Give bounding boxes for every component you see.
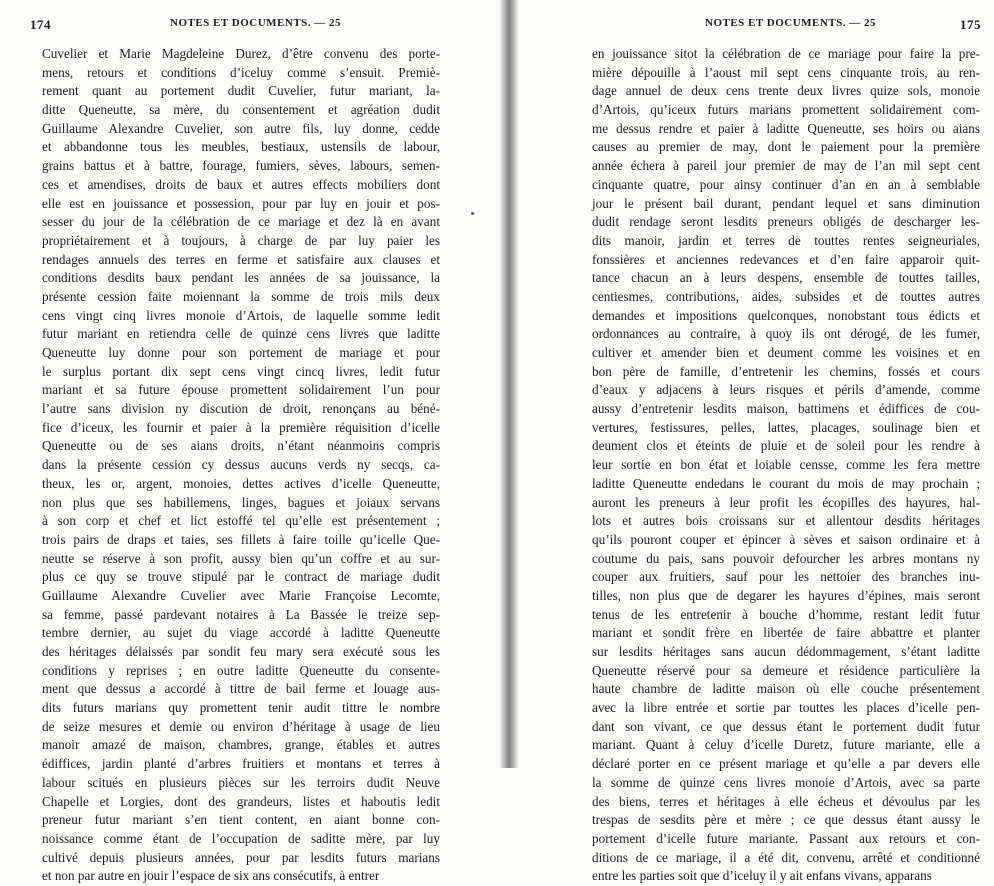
text-line: ditions de ce mariage, il a été dit, convenu, arrêté et conditionné <box>592 849 980 865</box>
text-line: manoir amazé de maison, chambres, grange, étables et autres <box>42 737 440 753</box>
right-running-head: NOTES ET DOCUMENTS. — 25 <box>705 17 877 29</box>
text-line: d’Artois, qu’iceux futurs marians promettent solidairement com- <box>592 102 980 118</box>
text-line: des héritages délaissés par sondit feu mary sera exécuté sous les <box>42 644 440 659</box>
text-line: ces et amendises, droits de baux et autres effects mobiliers dont <box>42 176 440 192</box>
text-line: plus ce quy se trouve stipulé par le contract de mariage dudit <box>42 569 440 585</box>
text-line: elle est en jouissance et possession, pour par luy en jouir et pos- <box>42 195 440 211</box>
text-line: mariant. Quant à celuy d’icelle Duretz, future mariante, elle a <box>592 737 980 753</box>
text-line: dits futurs marians quy promettent tenir audit tittre le nombre <box>42 700 440 716</box>
text-line: haute chambre de laditte maison où elle couche présentement <box>592 681 980 697</box>
text-line: causes au premier de may, dont le paiement pour la première <box>592 139 980 155</box>
text-line: fonssières et anciennes redevances et d’en faire apparoir quit- <box>592 251 980 267</box>
text-line: conditions desdits baux pendant les années de sa jouissance, la <box>42 270 440 286</box>
left-page-number: 174 <box>30 17 51 32</box>
text-line: la somme de quinze cens livres monoie d’Artois, avec sa parte <box>592 774 980 790</box>
text-line: tembre dernier, au sujet du viage accordé à laditte Queneutte <box>42 625 440 641</box>
text-line: coutume du pais, sans pouvoir defourcher les arbres montans ny <box>592 550 980 566</box>
text-line: Queneutte ou de ses aians droits, n’étant néanmoins compris <box>42 438 440 454</box>
text-line: Guillaume Alexandre Cuvelier, son autre fils, luy donne, cedde <box>42 120 440 136</box>
text-line: Guillaume Alexandre Cuvelier avec Marie Françoise Lecomte, <box>42 587 440 603</box>
text-line: édiffices, jardin planté d’arbres fruitiers et montans et terres à <box>42 756 440 772</box>
text-line: me dessus rendre et paier à laditte Queneutte, ses hoirs ou aians <box>592 120 980 136</box>
right-page-number: 175 <box>960 17 981 32</box>
text-line: auront les preneurs à leur profit les écopilles des hayures, hal- <box>592 494 980 510</box>
text-line: bon père de famille, d’entretenir les chemins, fossés et cours <box>592 363 980 379</box>
text-line: mière dépouille à l’aoust mil sept cens cinquante trois, au ren- <box>592 64 980 80</box>
text-line: non plus que ses habillemens, linges, bagues et joiaux servans <box>42 494 440 510</box>
text-line: et non par autre en jouir l’espace de six ans consécutifs, à entrer <box>42 868 380 884</box>
text-line: portement d’icelle future mariante. Passant aux retours et con- <box>592 830 980 846</box>
text-line: d’eaux y adjacens à leurs risques et périls d’amende, comme <box>592 382 980 398</box>
text-line: lots et autres bois croissans sur et allentour desdits héritages <box>592 513 980 529</box>
text-line: dudit rendage seront lesdits preneurs obligés de descharger les- <box>592 214 980 230</box>
text-line: mens, retours et conditions d’iceluy comme s’ensuit. Premiè- <box>42 64 440 80</box>
text-line: fice d’iceux, les fournir et paier à la première réquisition d’icelle <box>42 419 440 435</box>
text-line: le surplus portant dix sept cens vingt cincq livres, ledit futur <box>42 363 440 379</box>
text-line: déclaré porter en ce présent mariage et qu’elle a par devers elle <box>592 756 980 772</box>
text-line: dage annuel de deux cens trente deux livres quize sols, monoie <box>592 83 980 99</box>
text-line: rendages annuels des terres en ferme et satisfaire aux clauses et <box>42 251 440 267</box>
text-line: mariant et sa future épouse promettent solidairement l’un pour <box>42 382 440 398</box>
text-line: tance chacun an à leurs despens, ensemble de touttes tailles, <box>592 270 980 286</box>
text-line: preneur futur mariant s’en tient content, en aiant bonne con- <box>42 812 440 828</box>
text-line: l’autre sans division ny discution de droit, renonçans au béné- <box>42 401 440 417</box>
text-line: sur lesdits héritages sans aucun dédommagement, s’étant laditte <box>592 644 980 659</box>
text-line: laditte Queneutte endedans le courant du mois de may prochain ; <box>592 475 980 491</box>
text-line: neutte se réserve à son profit, aussy bien qu’un coffre et au sur- <box>42 550 440 566</box>
text-line: Cuvelier et Marie Magdeleine Durez, d’être convenu des porte- <box>42 46 440 61</box>
text-line: en jouissance sitot la célébration de ce mariage pour faire la pre- <box>592 46 980 61</box>
text-line: entre les parties soit que d’iceluy il y ait enfans vivans, apparans <box>592 868 932 884</box>
left-running-head: NOTES ET DOCUMENTS. — 25 <box>170 17 342 29</box>
text-line: de seize mesures et demie ou environ d’héritage à usage de lieu <box>42 718 440 734</box>
text-line: trespas de sesdits père et mère ; ce que dessus étant aussy le <box>592 812 980 828</box>
text-line: jour le présent bail durant, pendant lequel et sans diminution <box>592 195 980 211</box>
text-line: cultivé depuis plusieurs années, pour par lesdits futurs marians <box>42 849 440 865</box>
text-line: cens vingt cinq livres monoie d’Artois, de laquelle somme ledit <box>42 307 440 323</box>
text-line: leur sortie en bon état et loiable censse, comme les fera mettre <box>592 457 980 473</box>
text-line: trois pairs de draps et taies, ses fillets à faire toille qu’icelle Que- <box>42 531 440 547</box>
text-line: theux, les or, argent, monoies, dettes actives d’icelle Queneutte, <box>42 475 440 491</box>
text-line: Chapelle et Lorgies, dont des grandeurs, listes et haboutis ledit <box>42 793 440 809</box>
text-line: deument clos et éteints de pluie et de soleil pour les rendre à <box>592 438 980 454</box>
text-line: noissance comme étant de l’occupation de saditte mère, par luy <box>42 830 440 846</box>
text-line: propriétairement et à toujours, à charge de par luy paier les <box>42 232 440 248</box>
text-line: des biens, terres et héritages à elle écheus et dévoulus par les <box>592 793 980 809</box>
text-line: demandes et impositions quelconques, nonobstant tous édicts et <box>592 307 980 323</box>
text-line: futur mariant en retiendra celle de quinze cens livres que laditte <box>42 326 440 342</box>
text-line: année échera à pareil jour premier de may de l’an mil sept cent <box>592 158 980 174</box>
text-line: centiesmes, contributions, aides, subsides et de touttes autres <box>592 288 980 304</box>
text-line: grains battus et à battre, fourage, fumiers, sèves, labours, semen- <box>42 158 440 174</box>
text-line: ordonnances au contraire, à quoy ils ont dérogé, de les fumer, <box>592 326 980 342</box>
text-line: et abbandonne tous les meubles, bestiaux, ustensils de labour, <box>42 139 440 155</box>
text-line: aussy d’entretenir lesdits maison, battimens et édiffices de cou- <box>592 401 980 417</box>
text-line: à son corp et chef et lict estoffé tel qu’elle est présentement ; <box>42 513 440 529</box>
text-line: ment que dessus a accordé à tittre de bail ferme et louage aus- <box>42 681 440 697</box>
text-line: labour scitués en plusieurs pièces sur les terroirs dudit Neuve <box>42 774 440 790</box>
text-line: cinquante quatre, pour ainsy continuer d’an en an à semblable <box>592 176 980 192</box>
text-line: tilles, non plus que de degarer les hayures d’épines, mais seront <box>592 587 980 603</box>
text-line: Queneutte luy donne pour son portement de mariage et pour <box>42 345 440 360</box>
text-line: sesser du jour de la célébration de ce mariage et dez là en avant <box>42 214 440 230</box>
text-line: ditte Queneutte, sa mère, du consentement et agréation dudit <box>42 102 440 118</box>
text-line: avec la libre entrée et sortie par touttes les places d’icelle pen- <box>592 700 980 716</box>
text-line: qu’ils pouront couper et épincer à sèves et saison ordinaire et à <box>592 531 980 547</box>
text-line: mariant et sondit frère en libertée de faire abbattre et planter <box>592 625 980 641</box>
scan-speck <box>471 212 474 215</box>
left-body-text <box>42 45 440 886</box>
text-line: couper aux fruitiers, sauf pour les nettoier des branches inu- <box>592 569 980 585</box>
right-page <box>505 0 994 884</box>
text-line: Queneutte réservé pour sa demeure et résidence particulière la <box>592 662 980 678</box>
text-line: sa femme, passé pardevant notaires à La Bassée le treize sep- <box>42 606 440 622</box>
text-line: dans la présente cession cy dessus aucuns verds ny secqs, ca- <box>42 457 440 473</box>
text-line: présente cession faite moiennant la somme de trois mils deux <box>42 288 440 304</box>
text-line: dant son vivant, ce que dessus étant le portement dudit futur <box>592 718 980 734</box>
text-line: vertures, festissures, pelles, lattes, placages, soulinage bien et <box>592 419 980 435</box>
text-line: tenus de les entretenir à bouche d’homme, restant ledit futur <box>592 606 980 622</box>
text-line: rement quant au portement dudit Cuvelier, futur mariant, la- <box>42 83 440 99</box>
right-body-text <box>592 45 980 886</box>
text-line: dits manoir, jardin et terres de touttes rentes seigneuriales, <box>592 232 980 248</box>
text-line: cultiver et amender bien et deument comme les voisines et en <box>592 345 980 360</box>
text-line: conditions y reprises ; en outre laditte Queneutte du consente- <box>42 662 440 678</box>
